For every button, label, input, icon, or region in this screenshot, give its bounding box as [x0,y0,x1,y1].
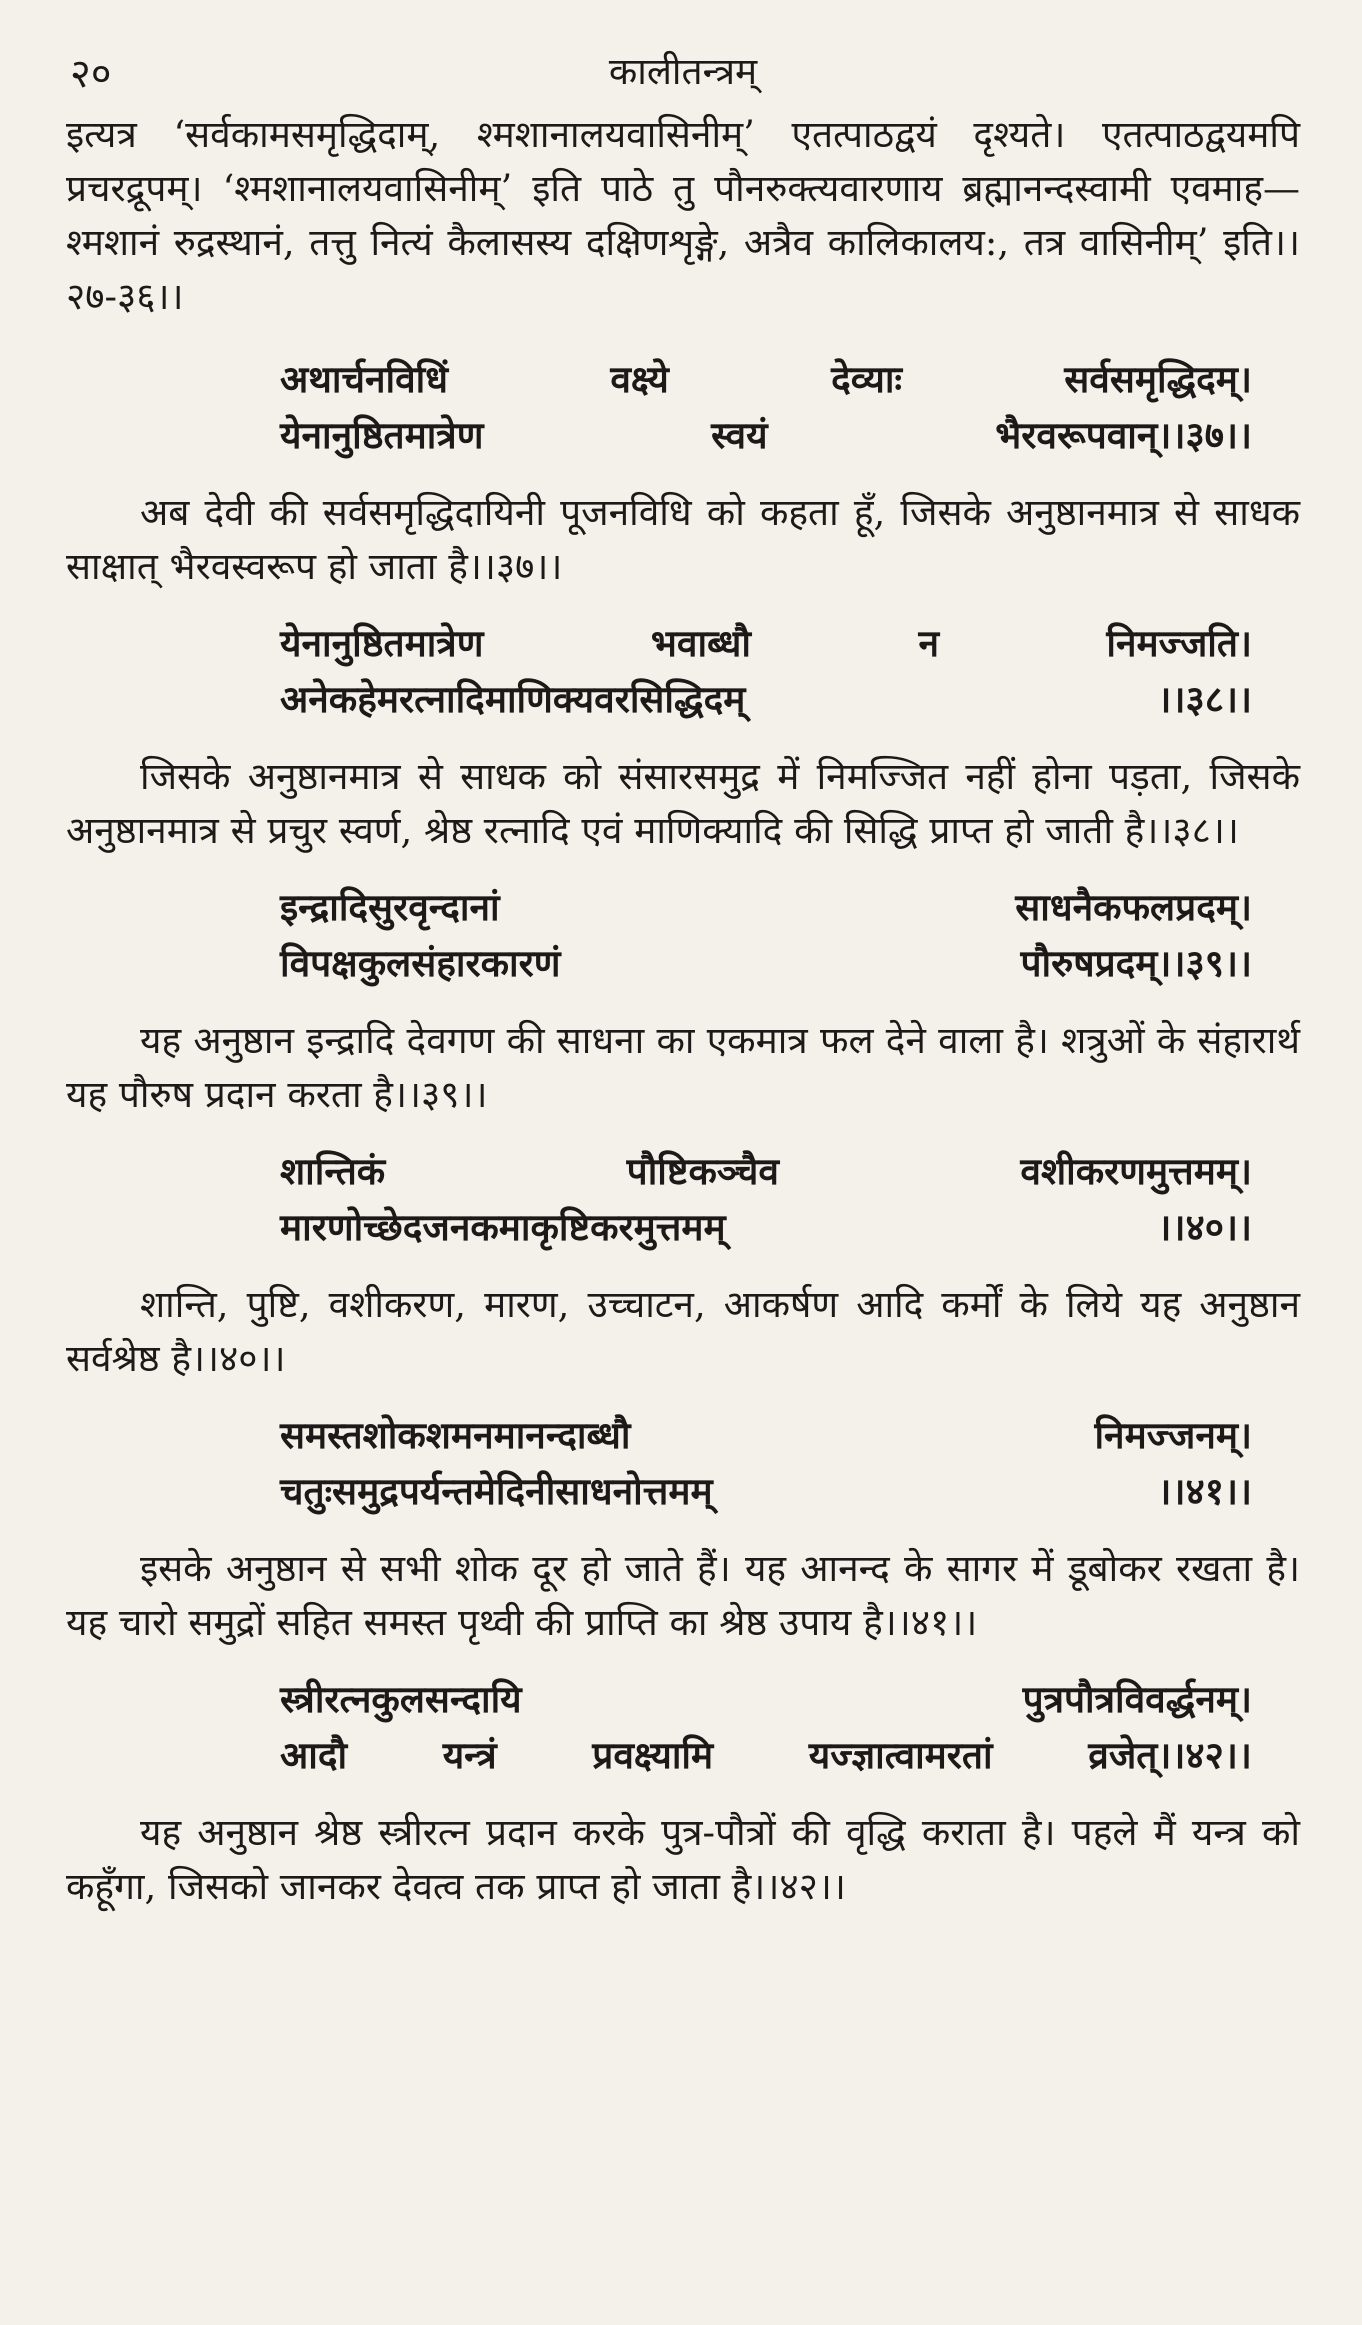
verse-line [280,880,1252,936]
hindi-translation: अब देवी की सर्वसमृद्धिदायिनी पूजनविधि को कहता हूँ, जिसके अनुष्ठानमात्र से साधक साक्षात् भैरवस्वरूप हो जाता है।।३७।। [66,491,1300,588]
verse-word: पौरुषप्रदम्।।३९।। [1020,942,1252,985]
verse-line [280,1144,1252,1200]
page-number: २० [70,51,112,97]
sanskrit-verse [280,880,1252,992]
hindi-translation: इसके अनुष्ठान से सभी शोक दूर हो जाते हैं। यह आनन्द के सागर में डूबोकर रखता है। यह चारो समुद्रों सहित समस्त पृथ्वी की प्राप्ति का श्रेष्ठ उपाय है।।४१।। [66,1547,1300,1644]
page-header [66,38,1300,108]
running-title: कालीतन्त्रम् [608,50,758,93]
verse-line [280,352,1252,408]
verse-line [280,616,1252,672]
hindi-translation: यह अनुष्ठान इन्द्रादि देवगण की साधना का एकमात्र फल देने वाला है। शत्रुओं के संहारार्थ यह पौरुष प्रदान करता है।।३९।। [66,1019,1300,1116]
verse-word: व्रजेत्।।४२।। [1088,1734,1252,1777]
verse-word: निमज्जति। [1106,622,1252,665]
hindi-translation: जिसके अनुष्ठानमात्र से साधक को संसारसमुद्र में निमज्जित नहीं होना पड़ता, जिसके अनुष्ठानमात्र से प्रचुर स्वर्ण, श्रेष्ठ रत्नादि एवं माणिक्यादि की सिद्धि प्राप्त हो जाती है।।३८।। [66,755,1300,852]
verse-line [280,408,1252,464]
verse-word: आदौ [280,1734,348,1777]
sanskrit-verse [280,616,1252,728]
verse-word: वक्ष्ये [610,358,669,401]
sanskrit-verse [280,1672,1252,1784]
sanskrit-verse [280,352,1252,464]
verse-word: प्रवक्ष्यामि [592,1734,714,1777]
verse-word: येनानुष्ठितमात्रेण [280,622,484,665]
verse-line [280,1728,1252,1784]
verse-word: समस्तशोकशमनमानन्दाब्धौ [280,1414,631,1457]
verse-line [280,1200,1252,1256]
verse-word: यन्त्रं [442,1734,497,1777]
verse-word: साधनैकफलप्रदम्। [1015,886,1252,929]
hindi-translation: शान्ति, पुष्टि, वशीकरण, मारण, उच्चाटन, आकर्षण आदि कर्मों के लिये यह अनुष्ठान सर्वश्रेष्ठ है।।४०।। [66,1283,1300,1380]
verse-word: सर्वसमृद्धिदम्। [1064,358,1252,401]
verse-word: मारणोच्छेदजनकमाकृष्टिकरमुत्तमम् [280,1206,726,1249]
verse-word: यज्ज्ञात्वामरतां [808,1734,993,1777]
verse-line [280,936,1252,992]
verse-word: शान्तिकं [280,1150,386,1193]
verse-word: स्त्रीरत्नकुलसन्दायि [280,1678,522,1721]
sanskrit-verse [280,1408,1252,1520]
verse-word: चतुःसमुद्रपर्यन्तमेदिनीसाधनोत्तमम् [280,1470,713,1513]
commentary-paragraph: इत्यत्र ‘सर्वकामसमृद्धिदाम्, श्मशानालयवासिनीम्’ एतत्पाठद्वयं दृश्यते। एतत्पाठद्वयमपि प्रचरद्रूपम्। ‘श्मशानालयवासिनीम्’ इति पाठे तु पौनरुक्त्यवारणाय ब्रह्मानन्दस्वामी एवमाह— श्मशानं रुद्रस्थानं, तत्तु नित्यं कैलासस्य दक्षिणशृङ्गे, अत्रैव कालिकालय:, तत्र वासिनीम्’ इति।।२७-३६।। [66,113,1300,318]
verse-word: इन्द्रादिसुरवृन्दानां [280,886,500,929]
sanskrit-verse [280,1144,1252,1256]
verse-word: भवाब्धौ [650,622,752,665]
verse-line [280,672,1252,728]
verse-word: विपक्षकुलसंहारकारणं [280,942,561,985]
verse-word: भैरवरूपवान्।।३७।। [995,414,1252,457]
verse-word: देव्याः [831,358,902,401]
verse-word: स्वयं [711,414,768,457]
verse-word: ।।४०।। [1157,1206,1252,1249]
verse-word: ।।४१।। [1157,1470,1252,1513]
hindi-translation: यह अनुष्ठान श्रेष्ठ स्त्रीरत्न प्रदान करके पुत्र-पौत्रों की वृद्धि कराता है। पहले मैं यन्त्र को कहूँगा, जिसको जानकर देवत्व तक प्राप्त हो जाता है।।४२।। [66,1811,1300,1908]
verse-word: न [918,622,939,665]
verse-word: पौष्टिकञ्चैव [626,1150,779,1193]
verse-word: पुत्रपौत्रविवर्द्धनम्। [1022,1678,1252,1721]
verse-word: निमज्जनम्। [1094,1414,1252,1457]
verse-line [280,1408,1252,1464]
verse-line [280,1672,1252,1728]
verse-word: वशीकरणमुत्तमम्। [1020,1150,1252,1193]
verse-word: अनेकहेमरत्नादिमाणिक्यवरसिद्धिदम् [280,678,746,721]
verse-word: ।।३८।। [1157,678,1252,721]
verse-sections [66,352,1300,1914]
verse-line [280,1464,1252,1520]
verse-word: येनानुष्ठितमात्रेण [280,414,484,457]
verse-word: अथार्चनविधिं [280,358,449,401]
